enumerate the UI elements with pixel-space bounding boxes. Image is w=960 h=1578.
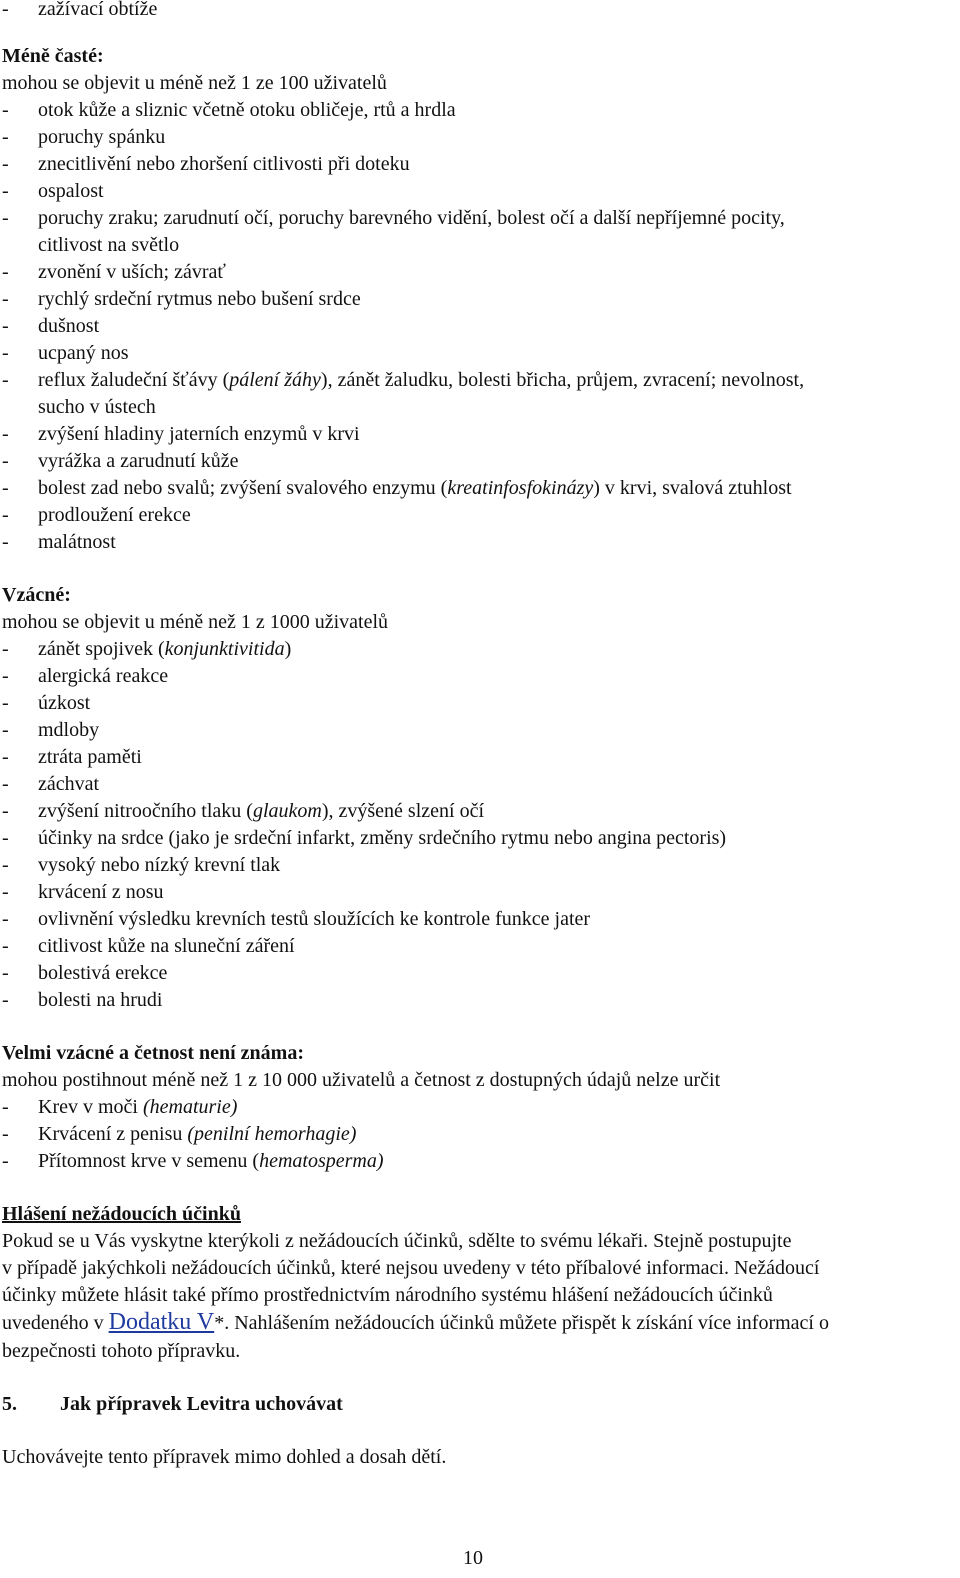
list-item: - ztráta paměti: [2, 746, 142, 768]
list-item: - úzkost: [2, 692, 91, 714]
list-item: - zažívací obtíže: [2, 0, 158, 20]
list-item-reflux: - reflux žaludeční šťávy (pálení žáhy), zánět žaludku, bolesti břicha, průjem, zvracení; nevolnost, sucho v ústech: [2, 369, 805, 418]
section-heading-rare: Vzácné:: [2, 584, 71, 606]
list-item-muscle: - bolest zad nebo svalů; zvýšení svalového enzymu (kreatinfosfokinázy) v krvi, svalová ztuhlost: [2, 477, 792, 499]
list-item: - poruchy spánku: [2, 126, 166, 148]
list-item: - znecitlivění nebo zhoršení citlivosti při doteku: [2, 153, 410, 175]
list-item: - zvonění v uších; závrať: [2, 261, 226, 283]
list-item: - vyrážka a zarudnutí kůže: [2, 450, 239, 472]
list-item: - poruchy zraku; zarudnutí očí, poruchy barevného vidění, bolest očí a další nepříjemné pocity, citlivost na světlo: [2, 207, 785, 256]
list-item: - ucpaný nos: [2, 342, 129, 364]
list-item: - vysoký nebo nízký krevní tlak: [2, 854, 281, 876]
reporting-text-line: uvedeného v Dodatku V*. Nahlášením nežádoucích účinků můžete přispět k získání více informací o: [2, 1309, 829, 1335]
storage-text: Uchovávejte tento přípravek mimo dohled a dosah dětí.: [2, 1446, 447, 1468]
section-intro-uncommon: mohou se objevit u méně než 1 ze 100 uživatelů: [2, 72, 387, 94]
list-item-conjunctivitis: - zánět spojivek (konjunktivitida): [2, 638, 292, 660]
list-item: - citlivost kůže na sluneční záření: [2, 935, 295, 957]
reporting-text-line: v případě jakýchkoli nežádoucích účinků, které nejsou uvedeny v této příbalové informaci. Nežádoucí: [2, 1257, 820, 1279]
list-item: - Krev v moči (hematurie): [2, 1096, 238, 1118]
section-heading-uncommon: Méně časté:: [2, 45, 104, 67]
list-item: - alergická reakce: [2, 665, 169, 687]
list-item: - prodloužení erekce: [2, 504, 191, 526]
section-heading-reporting: Hlášení nežádoucích účinků: [2, 1203, 241, 1225]
list-item: - mdloby: [2, 719, 100, 741]
document-page: [2, 0, 954, 1471]
reporting-text-line: Pokud se u Vás vyskytne kterýkoli z nežádoucích účinků, sdělte to svému lékaři. Stejně postupujte: [2, 1230, 792, 1252]
section-intro-very-rare: mohou postihnout méně než 1 z 10 000 uživatelů a četnost z dostupných údajů nelze určit: [2, 1069, 721, 1091]
reporting-text-line: bezpečnosti tohoto přípravku.: [2, 1340, 241, 1362]
section-title: Jak přípravek Levitra uchovávat: [60, 1393, 343, 1415]
list-item: - otok kůže a sliznic včetně otoku obličeje, rtů a hrdla: [2, 99, 456, 121]
list-item: - Přítomnost krve v semenu (hematosperma): [2, 1150, 384, 1172]
list-item-glaucoma: - zvýšení nitroočního tlaku (glaukom), zvýšené slzení očí: [2, 800, 485, 822]
list-item: - Krvácení z penisu (penilní hemorhagie): [2, 1123, 357, 1145]
list-item: - záchvat: [2, 773, 100, 795]
page-number: 10: [463, 1547, 483, 1569]
list-item: - ovlivnění výsledku krevních testů sloužících ke kontrole funkce jater: [2, 908, 591, 930]
section-5-heading: [2, 1391, 954, 1418]
section-intro-rare: mohou se objevit u méně než 1 z 1000 uživatelů: [2, 611, 389, 633]
list-item: - zvýšení hladiny jaterních enzymů v krvi: [2, 423, 360, 445]
section-heading-very-rare: Velmi vzácné a četnost není známa:: [2, 1042, 304, 1064]
list-item: - dušnost: [2, 315, 100, 337]
list-item: - rychlý srdeční rytmus nebo bušení srdce: [2, 288, 361, 310]
list-item: - bolesti na hrudi: [2, 989, 163, 1011]
appendix-v-link[interactable]: Dodatku V: [108, 1309, 215, 1335]
list-item: - účinky na srdce (jako je srdeční infarkt, změny srdečního rytmu nebo angina pectoris): [2, 827, 727, 849]
list-item: - malátnost: [2, 531, 116, 553]
reporting-text-line: účinky můžete hlásit také přímo prostřednictvím národního systému hlášení nežádoucích účinků: [2, 1284, 773, 1306]
list-item: - ospalost: [2, 180, 104, 202]
section-number: 5.: [2, 1393, 17, 1415]
list-item: - bolestivá erekce: [2, 962, 168, 984]
list-item: - krvácení z nosu: [2, 881, 164, 903]
